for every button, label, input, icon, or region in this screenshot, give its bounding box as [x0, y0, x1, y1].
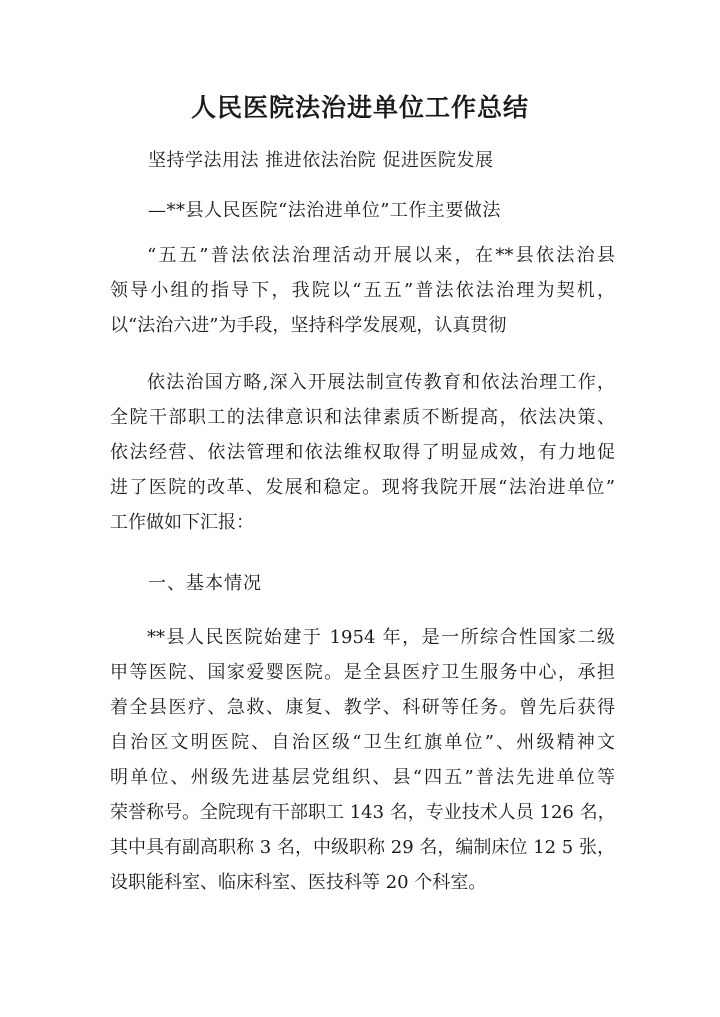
paragraph-line: 依法治国方略,深入开展法制宣传教育和依法治理工作， — [147, 372, 615, 393]
paragraph-line: **县人民医院始建于 1954 年，是一所综合性国家二级 — [147, 627, 615, 648]
paragraph-line: 自治区文明医院、自治区级“卫生红旗单位”、州级精神文 — [110, 732, 615, 753]
paragraph-line: 设职能科室、临床科室、医技科等 20 个科室。 — [110, 872, 487, 893]
paragraph-line: 其中具有副高职称 3 名，中级职称 29 名，编制床位 12 5 张， — [110, 837, 615, 858]
paragraph-line: 以“法治六进”为手段，坚持科学发展观，认真贯彻 — [110, 315, 507, 336]
paragraph-line: 领导小组的指导下，我院以“五五”普法依法治理为契机， — [110, 280, 615, 301]
paragraph-line: 全院干部职工的法律意识和法律素质不断提高，依法决策、 — [110, 407, 615, 428]
section-heading-basic-info: 一、基本情况 — [148, 573, 262, 594]
paragraph-line: “五五”普法依法治理活动开展以来，在**县依法治县 — [147, 245, 615, 266]
paragraph-line: 着全县医疗、急救、康复、教学、科研等任务。曾先后获得 — [110, 697, 615, 718]
paragraph-achievements — [110, 365, 615, 540]
document-title: 人民医院法治进单位工作总结 — [190, 93, 529, 122]
paragraph-intro — [110, 238, 615, 343]
document-subtitle: 坚持学法用法 推进依法治院 促进医院发展 — [148, 150, 494, 171]
paragraph-line: 荣誉称号。全院现有干部职工 143 名，专业技术人员 126 名， — [110, 802, 616, 823]
paragraph-line: 甲等医院、国家爱婴医院。是全县医疗卫生服务中心，承担 — [110, 662, 615, 683]
paragraph-line: 进了医院的改革、发展和稳定。现将我院开展“法治进单位” — [110, 477, 615, 498]
document-subheading: —**县人民医院“法治进单位”工作主要做法 — [148, 200, 501, 221]
paragraph-line: 工作做如下汇报： — [110, 512, 254, 533]
paragraph-line: 明单位、州级先进基层党组织、县“四五”普法先进单位等 — [110, 767, 615, 788]
paragraph-basic-info — [110, 620, 615, 900]
paragraph-line: 依法经营、依法管理和依法维权取得了明显成效，有力地促 — [110, 442, 615, 463]
